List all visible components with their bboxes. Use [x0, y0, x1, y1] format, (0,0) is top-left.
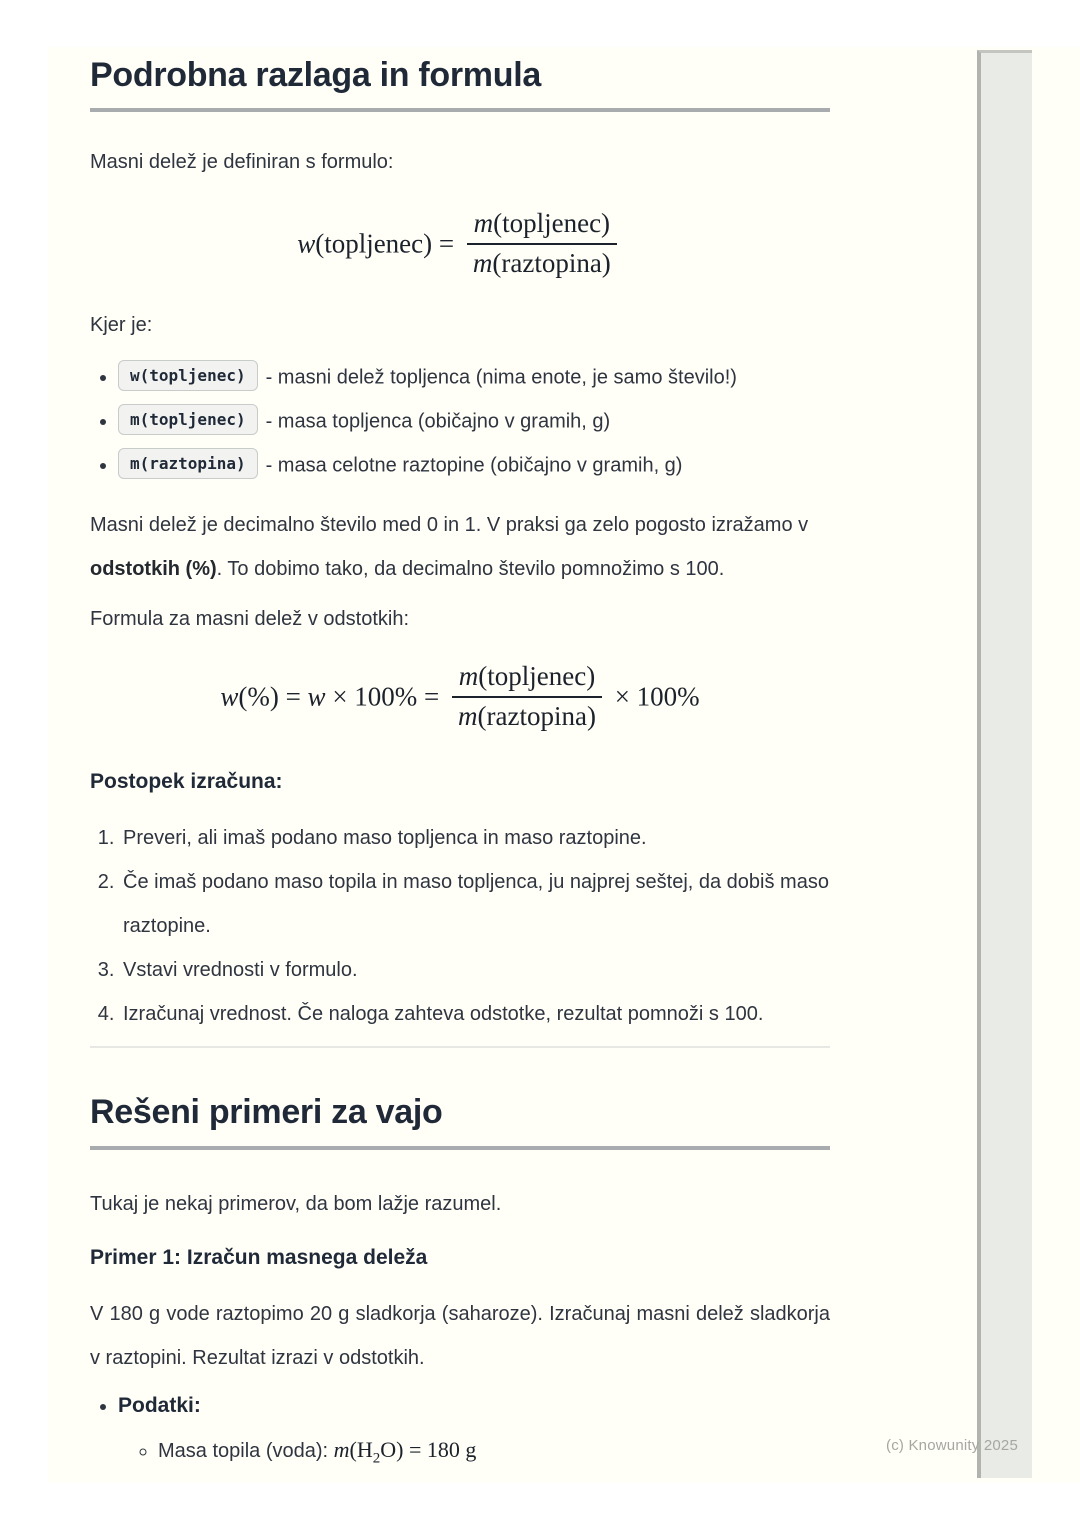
- definition-description: - masni delež topljenca (nima enote, je samo število!): [265, 366, 737, 389]
- math-close: O) = 180 g: [380, 1437, 477, 1462]
- formula-lhs-rest: (topljenec) =: [315, 228, 461, 259]
- data-label: Podatki:: [118, 1394, 201, 1417]
- data-item-math: [333, 1437, 477, 1467]
- percent-token: (%) =: [238, 681, 308, 712]
- heading-rule: [90, 1146, 830, 1150]
- intro-paragraph: Masni delež je definiran s formulo:: [90, 151, 394, 173]
- definition-list: [90, 355, 830, 487]
- denominator-variable: m: [458, 701, 478, 731]
- examples-intro: Tukaj je nekaj primerov, da bom lažje razumel.: [90, 1193, 502, 1215]
- math-open: (H: [349, 1437, 373, 1462]
- numerator-variable: m: [473, 208, 494, 238]
- section-title-examples: Rešeni primeri za vajo: [90, 1093, 443, 1131]
- fraction-denominator: [467, 245, 617, 280]
- percent-mid-variable: w: [307, 681, 326, 712]
- code-chip: m(topljenec): [118, 404, 258, 435]
- procedure-title: Postopek izračuna:: [90, 770, 283, 793]
- watermark: (c) Knowunity 2025: [886, 1437, 1019, 1454]
- range-text-before: Masni delež je decimalno število med 0 in 1. V praksi ga zelo pogosto izražamo v: [90, 514, 809, 536]
- example1-title: Primer 1: Izračun masnega deleža: [90, 1246, 428, 1269]
- numerator-rest: (topljenec): [493, 208, 611, 238]
- percent-lhs-variable: w: [220, 681, 239, 712]
- fraction-numerator: [452, 660, 602, 698]
- percent-token: × 100% =: [325, 681, 447, 712]
- data-sub-item: [158, 1428, 830, 1480]
- example1-data-list: [90, 1384, 830, 1480]
- section-title-explanation: Podrobna razlaga in formula: [90, 56, 541, 94]
- range-text-after: . To dobimo tako, da decimalno število pomnožimo s 100.: [216, 558, 725, 580]
- procedure-step: 3. Vstavi vrednosti v formulo.: [120, 948, 830, 992]
- formula-fraction: [467, 207, 617, 280]
- math-subscript: 2: [372, 1450, 381, 1467]
- document-content: [90, 0, 830, 1480]
- formula-lhs-variable: w: [297, 228, 316, 259]
- procedure-step: 4. Izračunaj vrednost. Če naloga zahteva odstotke, rezultat pomnoži s 100.: [120, 992, 830, 1036]
- example1-problem: V 180 g vode raztopimo 20 g sladkorja (saharoze). Izračunaj masni delež sladkorja v raztopini. Rezultat izrazi v odstotkih.: [90, 1303, 830, 1369]
- fraction-denominator: [452, 698, 602, 733]
- numerator-rest: (topljenec): [478, 661, 596, 691]
- fraction-numerator: [467, 207, 617, 245]
- numerator-variable: m: [458, 661, 479, 691]
- percent-formula-intro: Formula za masni delež v odstotkih:: [90, 608, 410, 630]
- scrollbar-panel[interactable]: [977, 50, 1032, 1478]
- math-variable: m: [333, 1437, 350, 1462]
- definition-description: - masa topljenca (običajno v gramih, g): [265, 410, 611, 433]
- data-item-label: Masa topila (voda):: [158, 1440, 334, 1462]
- example1-data-sublist: [118, 1428, 830, 1480]
- procedure-step: 1. Preveri, ali imaš podano maso topljenca in maso raztopine.: [120, 816, 830, 860]
- denominator-rest: (raztopina): [492, 248, 611, 278]
- percent-fraction: [452, 660, 602, 733]
- definition-description: - masa celotne raztopine (običajno v gramih, g): [265, 454, 683, 477]
- procedure-steps: [90, 816, 830, 1036]
- range-text-bold: odstotkih (%): [90, 558, 217, 580]
- code-chip: w(topljenec): [118, 360, 258, 391]
- data-label-item: [118, 1384, 830, 1480]
- definition-item: [118, 399, 830, 443]
- formula-percent: [90, 641, 830, 758]
- section-divider: [90, 1046, 830, 1048]
- where-label: Kjer je:: [90, 314, 153, 336]
- definition-item: [118, 355, 830, 399]
- code-chip: m(raztopina): [118, 448, 258, 479]
- denominator-variable: m: [472, 248, 493, 278]
- heading-rule: [90, 108, 830, 112]
- procedure-step: 2. Če imaš podano maso topila in maso topljenca, ju najprej seštej, da dobiš maso raztopine.: [120, 860, 830, 948]
- range-paragraph: [90, 503, 830, 591]
- denominator-rest: (raztopina): [477, 701, 596, 731]
- definition-item: [118, 443, 830, 487]
- formula-mass-fraction: [90, 192, 830, 301]
- percent-token: × 100%: [607, 681, 700, 712]
